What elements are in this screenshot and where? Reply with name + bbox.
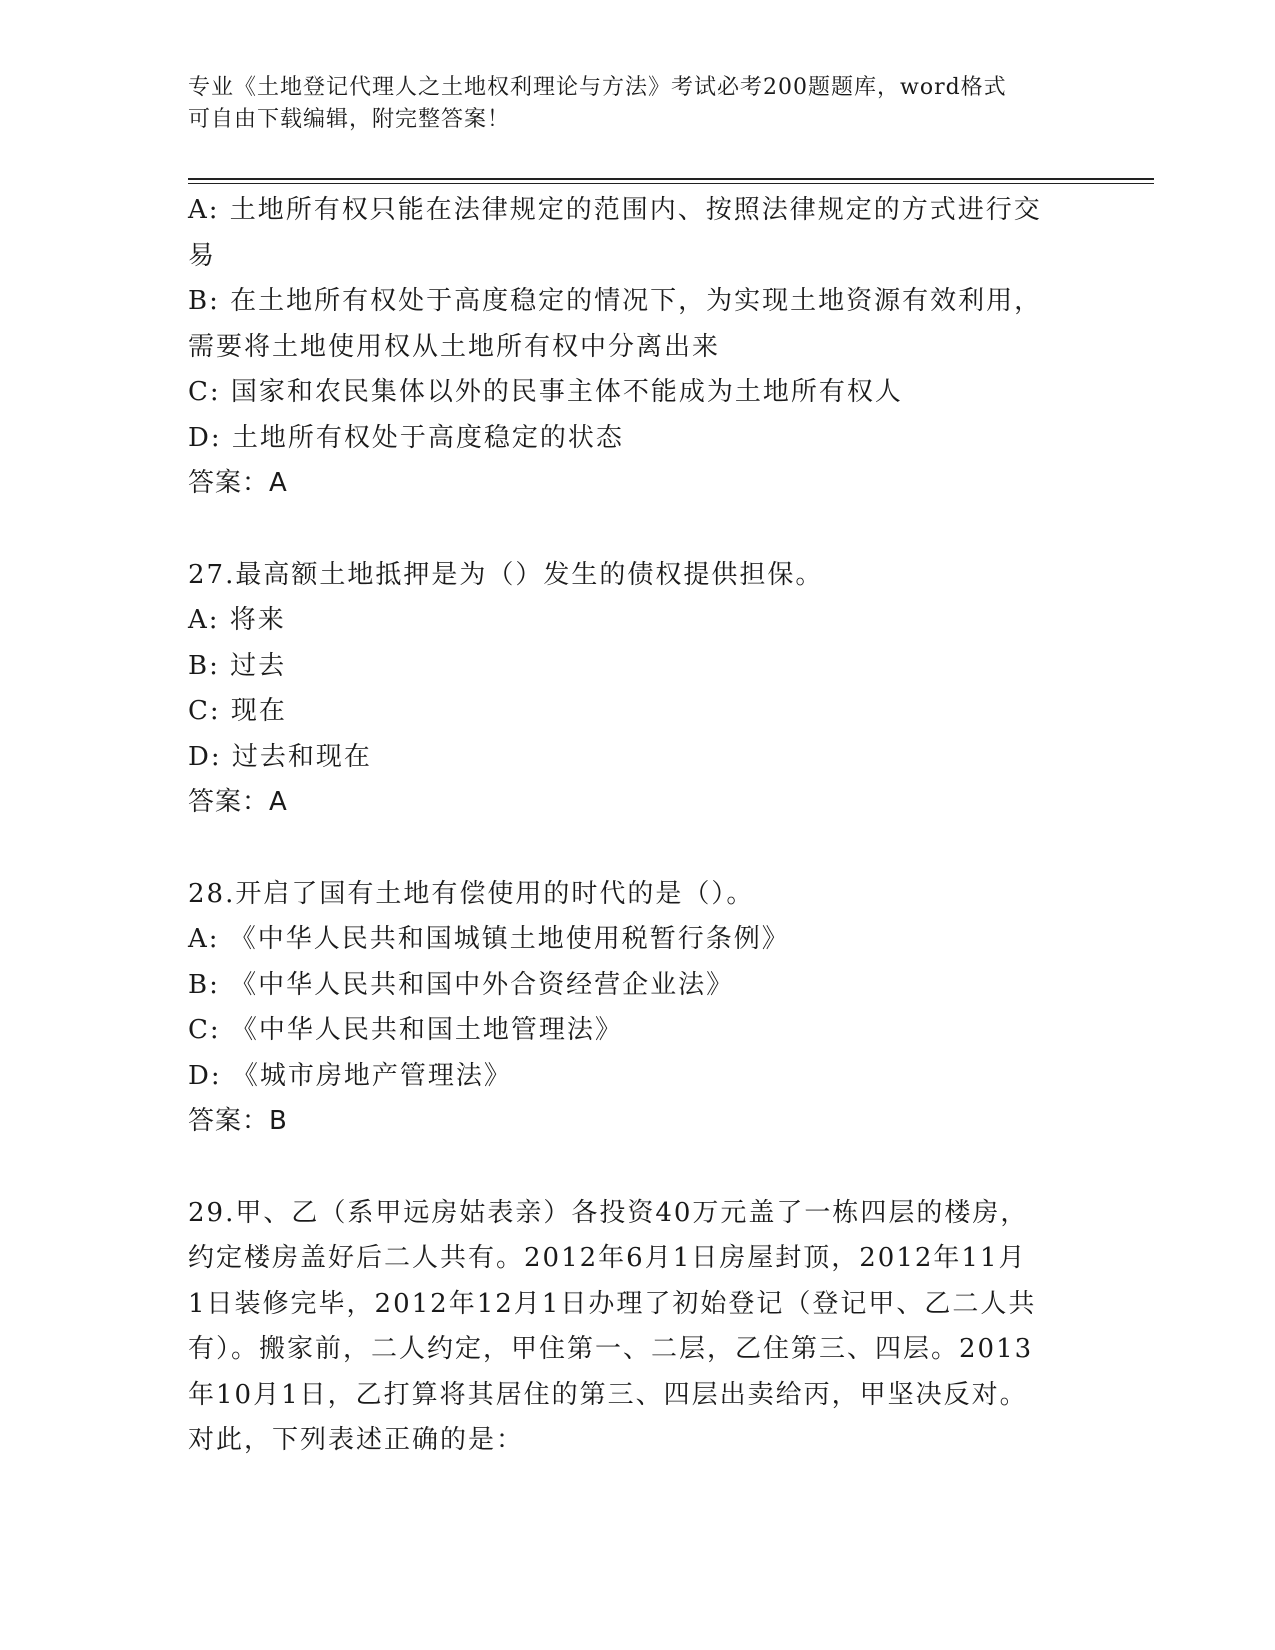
q27-option-a: A: 将来 (188, 605, 286, 635)
q26-option-c: C: 国家和农民集体以外的民事主体不能成为土地所有权人 (188, 377, 903, 407)
header-divider-thick (188, 178, 1154, 180)
header-title-line-1: 专业《土地登记代理人之土地权利理论与方法》考试必考200题题库，word格式 (188, 75, 1007, 100)
q29-question-line-4: 有）。搬家前，二人约定，甲住第一、二层，乙住第三、四层。2013 (188, 1334, 1034, 1364)
q28-option-d: D: 《城市房地产管理法》 (188, 1060, 512, 1091)
spacer (188, 507, 1088, 553)
q27-question-text: 27.最高额土地抵押是为（）发生的债权提供担保。 (188, 559, 824, 590)
header-divider-thin (188, 183, 1154, 184)
q29-question-line-3: 1日装修完毕，2012年12月1日办理了初始登记（登记甲、乙二人共 (188, 1288, 1037, 1319)
q26-option-d: D: 土地所有权处于高度稳定的状态 (188, 422, 624, 453)
q29-question-line-5: 年10月1日，乙打算将其居住的第三、四层出卖给丙，甲坚决反对。 (188, 1379, 1028, 1410)
q26-option-b-line-2: 需要将土地使用权从土地所有权中分离出来 (188, 331, 721, 362)
q27-option-d: D: 过去和现在 (188, 741, 372, 772)
document-header (188, 72, 1068, 136)
question-26-options (188, 188, 1088, 507)
q29-question-line-6: 对此，下列表述正确的是： (188, 1425, 525, 1455)
q28-option-c: C: 《中华人民共和国土地管理法》 (188, 1015, 623, 1045)
q28-answer: 答案：B (188, 1106, 288, 1136)
q26-option-a-line-1: A: 土地所有权只能在法律规定的范围内、按照法律规定的方式进行交 (188, 195, 1042, 225)
q28-option-a: A: 《中华人民共和国城镇土地使用税暂行条例》 (188, 924, 790, 954)
q27-option-c: C: 现在 (188, 696, 287, 726)
q27-answer: 答案：A (188, 787, 288, 817)
header-title-line-2: 可自由下载编辑，附完整答案！ (188, 107, 511, 132)
q26-answer: 答案：A (188, 468, 288, 498)
q27-option-b: B: 过去 (188, 650, 287, 681)
spacer (188, 1145, 1088, 1191)
q29-question-line-2: 约定楼房盖好后二人共有。2012年6月1日房屋封顶，2012年11月 (188, 1243, 1027, 1273)
question-28 (188, 872, 1088, 1145)
question-29 (188, 1191, 1088, 1464)
question-content (188, 188, 1088, 1464)
q26-option-a-line-2: 易 (188, 240, 217, 271)
q28-option-b: B: 《中华人民共和国中外合资经营企业法》 (188, 969, 735, 1000)
q28-question-text: 28.开启了国有土地有偿使用的时代的是（）。 (188, 878, 755, 909)
question-27 (188, 553, 1088, 826)
spacer (188, 826, 1088, 872)
q29-question-line-1: 29.甲、乙（系甲远房姑表亲）各投资40万元盖了一栋四层的楼房， (188, 1197, 1029, 1228)
q26-option-b-line-1: B: 在土地所有权处于高度稳定的情况下，为实现土地资源有效利用， (188, 286, 1043, 316)
